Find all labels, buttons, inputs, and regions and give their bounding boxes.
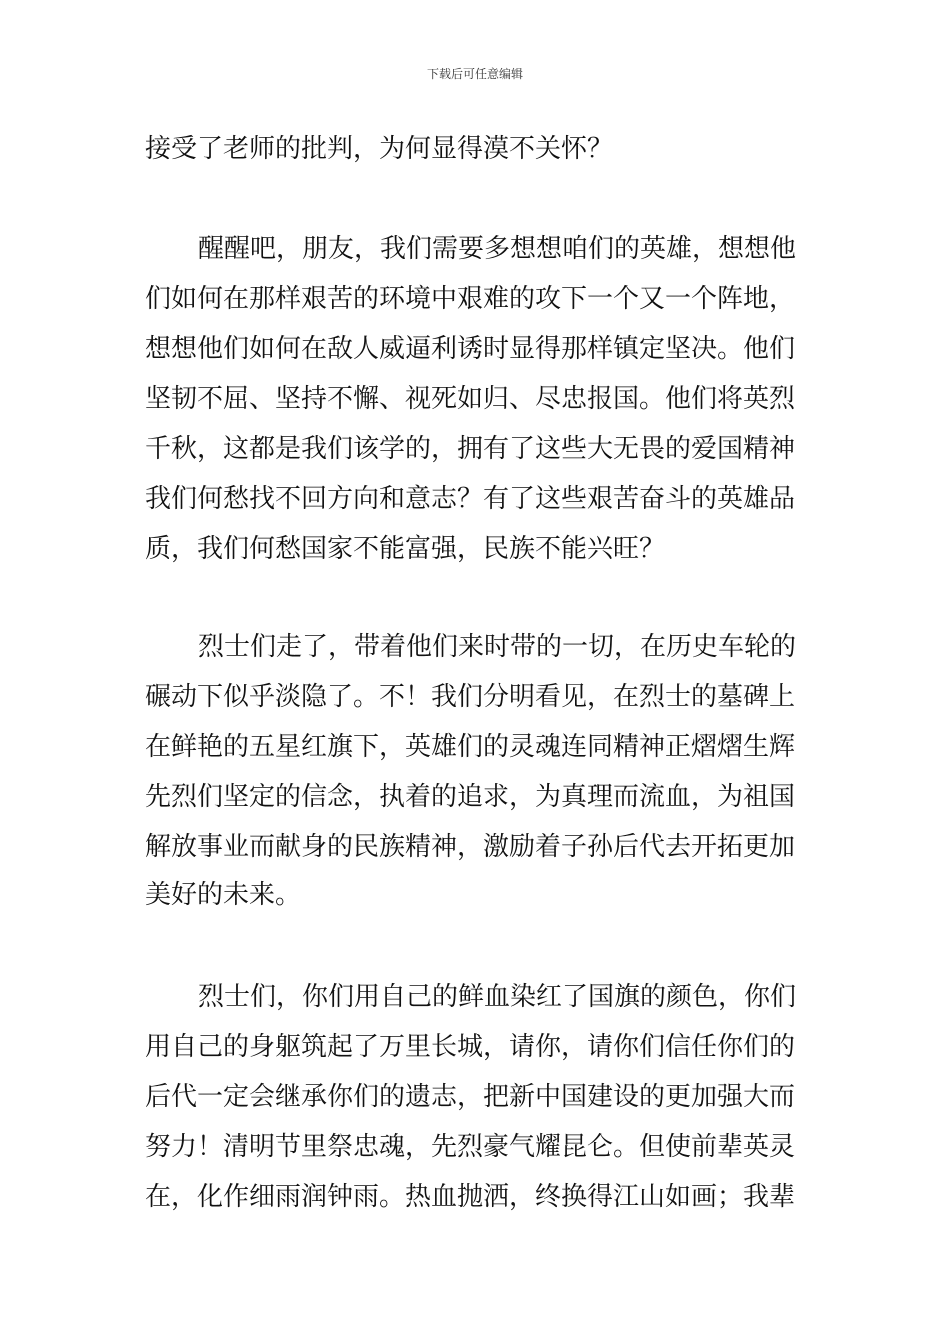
paragraph-2-line-2: 们如何在那样艰苦的环境中艰难的攻下一个又一个阵地， <box>145 284 796 314</box>
paragraph-2-line-7: 质，我们何愁国家不能富强，民族不能兴旺？ <box>145 534 666 564</box>
paragraph-4-line-5: 在，化作细雨润钟雨。热血抛洒，终换得江山如画；我辈 <box>145 1182 796 1212</box>
paragraph-3-line-2: 碾动下似乎淡隐了。不！我们分明看见，在烈士的墓碑上 <box>145 682 796 712</box>
paragraph-3-line-3: 在鲜艳的五星红旗下，英雄们的灵魂连同精神正熠熠生辉 <box>145 732 796 762</box>
paragraph-4-line-3: 后代一定会继承你们的遗志，把新中国建设的更加强大而 <box>145 1082 796 1112</box>
paragraph-1-line-1: 接受了老师的批判，为何显得漠不关怀？ <box>145 134 614 164</box>
paragraph-4-line-2: 用自己的身躯筑起了万里长城，请你，请你们信任你们的 <box>145 1032 796 1062</box>
paragraph-2-line-3: 想想他们如何在敌人威逼利诱时显得那样镇定坚决。他们 <box>145 334 796 364</box>
paragraph-2-line-4: 坚韧不屈、坚持不懈、视死如归、尽忠报国。他们将英烈 <box>145 384 796 414</box>
paragraph-3-line-4: 先烈们坚定的信念，执着的追求，为真理而流血，为祖国 <box>145 782 796 812</box>
paragraph-3-line-6: 美好的未来。 <box>145 880 302 910</box>
paragraph-2-line-6: 我们何愁找不回方向和意志？有了这些艰苦奋斗的英雄品 <box>145 484 796 514</box>
page-header-note: 下载后可任意编辑 <box>426 67 523 81</box>
paragraph-2-line-1: 醒醒吧，朋友，我们需要多想想咱们的英雄，想想他 <box>198 234 797 264</box>
paragraph-4-line-4: 努力！清明节里祭忠魂，先烈豪气耀昆仑。但使前辈英灵 <box>145 1132 796 1162</box>
paragraph-2-line-5: 千秋，这都是我们该学的，拥有了这些大无畏的爱国精神 <box>145 434 796 464</box>
paragraph-3-line-1: 烈士们走了，带着他们来时带的一切，在历史车轮的 <box>198 632 797 662</box>
paragraph-4-line-1: 烈士们，你们用自己的鲜血染红了国旗的颜色，你们 <box>198 982 797 1012</box>
paragraph-3-line-5: 解放事业而献身的民族精神，激励着子孙后代去开拓更加 <box>145 832 796 862</box>
